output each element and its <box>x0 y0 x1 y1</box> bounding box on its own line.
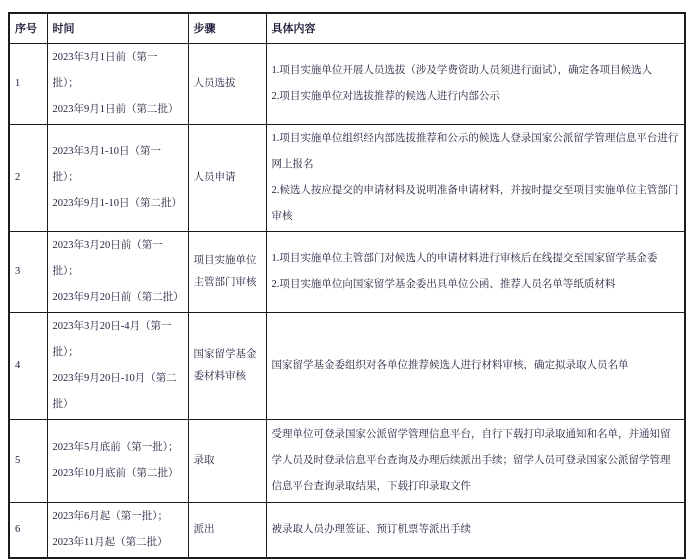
time-cell <box>47 43 188 124</box>
step-cell: 人员选拔 <box>188 43 266 124</box>
header-row <box>9 13 685 43</box>
content-cell <box>266 43 685 124</box>
header-cell-time: 时间 <box>47 13 188 43</box>
time-cell <box>47 124 188 231</box>
content-line: 受理单位可登录国家公派留学管理信息平台，自行下载打印录取通知和名单，并通知留学人员及时登录信息平台查询及办理后续派出手续；留学人员可登录国家公派留学管理信息平台查询录取结果，下载打印录取文件 <box>271 428 671 492</box>
row-number-cell: 3 <box>9 231 47 312</box>
table-row <box>9 231 685 312</box>
time-cell <box>47 231 188 312</box>
time-line: 2023年9月20日前（第二批） <box>52 291 184 303</box>
table-row <box>9 43 685 124</box>
content-line: 2.项目实施单位对选拔推荐的候选人进行内部公示 <box>271 90 500 102</box>
time-line: 2023年9月1日前（第二批） <box>52 103 179 115</box>
time-line: 2023年9月1-10日（第二批） <box>52 197 182 209</box>
content-cell <box>266 502 685 558</box>
row-number-cell: 1 <box>9 43 47 124</box>
header-cell-content: 具体内容 <box>266 13 685 43</box>
content-line: 1.项目实施单位组织经内部选拔推荐和公示的候选人登录国家公派留学管理信息平台进行网上报名 <box>271 132 679 170</box>
header-cell-step: 步骤 <box>188 13 266 43</box>
time-line: 2023年9月20日-10月（第二批） <box>52 372 177 410</box>
step-cell: 国家留学基金委材料审核 <box>188 312 266 419</box>
time-line: 2023年6月起（第一批）； <box>52 510 168 522</box>
content-cell <box>266 231 685 312</box>
content-line: 2.候选人按应提交的申请材料及说明准备申请材料，并按时提交至项目实施单位主管部门审核 <box>271 184 679 222</box>
time-line: 2023年3月1-10日（第一批）； <box>52 145 161 183</box>
time-line: 2023年3月20日-4月（第一批）； <box>52 320 172 358</box>
row-number-cell: 5 <box>9 419 47 502</box>
row-number-cell: 4 <box>9 312 47 419</box>
time-line: 2023年3月20日前（第一批）； <box>52 239 163 277</box>
step-cell: 派出 <box>188 502 266 558</box>
table-row <box>9 419 685 502</box>
time-line: 2023年5月底前（第一批）； <box>52 441 179 453</box>
step-cell: 项目实施单位主管部门审核 <box>188 231 266 312</box>
content-line: 被录取人员办理签证、预订机票等派出手续 <box>271 523 471 535</box>
content-line: 国家留学基金委组织对各单位推荐候选人进行材料审核，确定拟录取人员名单 <box>271 359 629 371</box>
row-number-cell: 6 <box>9 502 47 558</box>
content-cell <box>266 124 685 231</box>
content-line: 2.项目实施单位向国家留学基金委出具单位公函、推荐人员名单等纸质材料 <box>271 278 616 290</box>
row-number-cell: 2 <box>9 124 47 231</box>
table-row <box>9 124 685 231</box>
step-cell: 录取 <box>188 419 266 502</box>
time-cell <box>47 312 188 419</box>
schedule-table <box>8 12 686 559</box>
time-line: 2023年10月底前（第二批） <box>52 467 179 479</box>
time-cell <box>47 419 188 502</box>
table-row <box>9 312 685 419</box>
time-line: 2023年3月1日前（第一批）； <box>52 51 158 89</box>
content-cell <box>266 419 685 502</box>
time-line: 2023年11月起（第二批） <box>52 536 168 548</box>
content-line: 1.项目实施单位主管部门对候选人的申请材料进行审核后在线提交至国家留学基金委 <box>271 252 658 264</box>
step-cell: 人员申请 <box>188 124 266 231</box>
table-row <box>9 502 685 558</box>
content-cell <box>266 312 685 419</box>
header-cell-number: 序号 <box>9 13 47 43</box>
time-cell <box>47 502 188 558</box>
content-line: 1.项目实施单位开展人员选拔（涉及学费资助人员须进行面试），确定各项目候选人 <box>271 64 653 76</box>
